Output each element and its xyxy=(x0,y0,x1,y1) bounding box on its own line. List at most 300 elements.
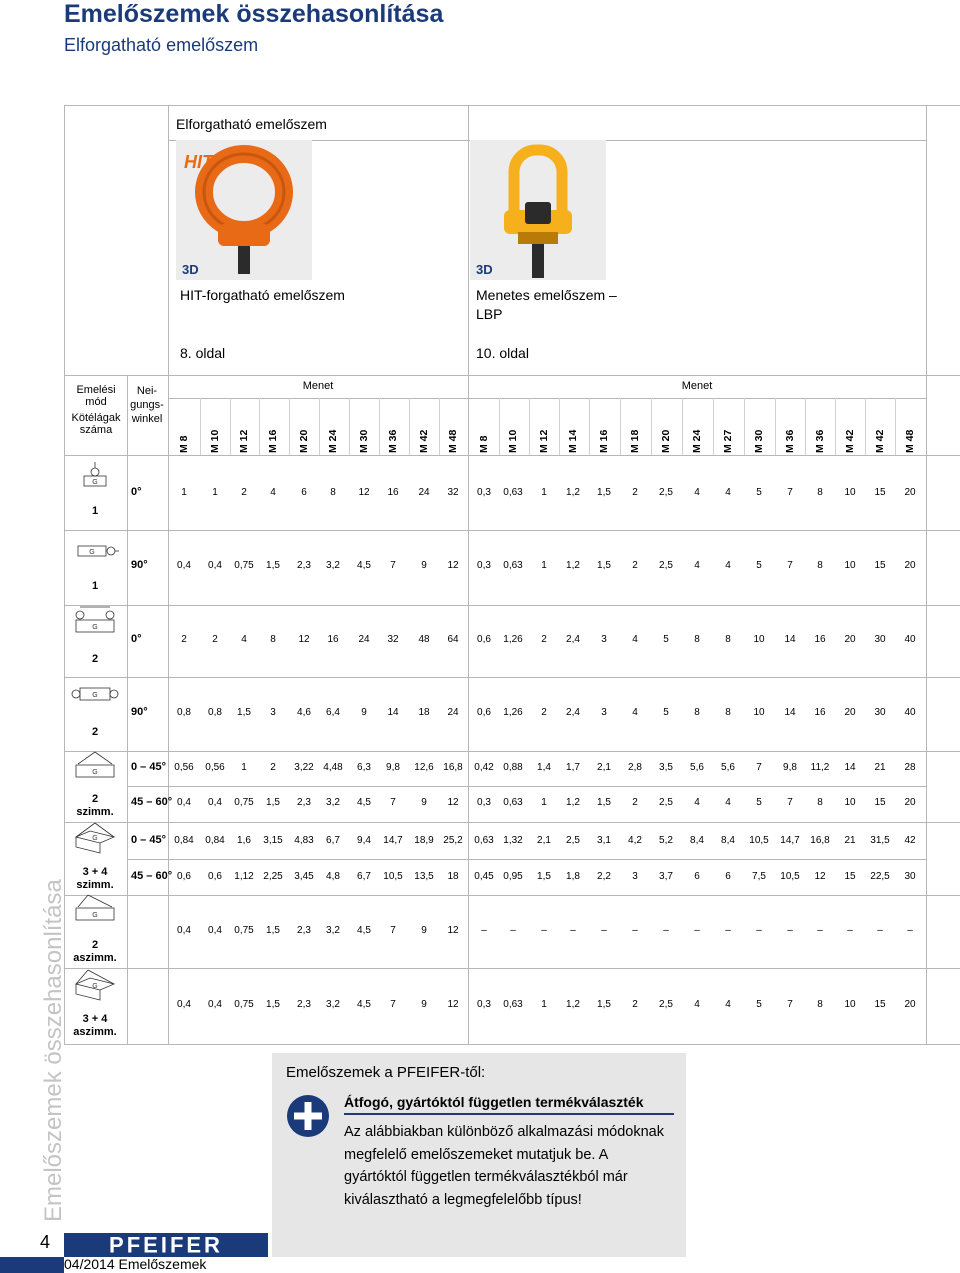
thread-size-label: M 30 xyxy=(753,429,765,453)
table-cell: 15 xyxy=(844,871,856,882)
row-label: 2 xyxy=(91,726,99,738)
table-cell: 4,83 xyxy=(294,835,314,846)
table-cell: 1,5 xyxy=(597,487,611,498)
table-cell: 7 xyxy=(390,999,396,1010)
table-cell: 7 xyxy=(787,797,793,808)
table-cell: 5 xyxy=(756,487,762,498)
row-angle: 0° xyxy=(131,486,142,498)
table-cell: 4 xyxy=(694,560,700,571)
table-cell: 10 xyxy=(844,560,856,571)
table-cell: 2,2 xyxy=(597,871,611,882)
table-cell: 22,5 xyxy=(870,871,890,882)
table-cell: 20 xyxy=(904,487,916,498)
table-cell: 10,5 xyxy=(780,871,800,882)
table-cell: 3 xyxy=(632,871,638,882)
row-label: 1 xyxy=(91,505,99,517)
row-divider xyxy=(64,677,960,678)
table-cell: 12 xyxy=(447,560,459,571)
divider-body xyxy=(64,455,960,456)
table-cell: 3,5 xyxy=(659,762,673,773)
product-name-hit: HIT-forgatható emelőszem xyxy=(180,287,345,303)
table-cell: 0,4 xyxy=(208,999,222,1010)
thread-size-label: M 36 xyxy=(814,429,826,453)
grid-col xyxy=(379,398,380,455)
table-cell: 3 xyxy=(601,707,607,718)
footer-bar xyxy=(0,1257,64,1273)
table-cell: 9 xyxy=(421,925,427,936)
table-cell: 30 xyxy=(874,634,886,645)
table-cell: 0,63 xyxy=(503,999,523,1010)
table-cell: 2,5 xyxy=(659,797,673,808)
table-cell: 4,2 xyxy=(628,835,642,846)
svg-text:G: G xyxy=(92,912,98,919)
pfeifer-logo xyxy=(64,1233,268,1257)
table-cell: – xyxy=(481,925,487,936)
table-cell: 8 xyxy=(817,560,823,571)
diagram-two-leg-symmetric xyxy=(70,750,120,784)
table-cell: 1,5 xyxy=(597,999,611,1010)
table-cell: 1,12 xyxy=(234,871,254,882)
thread-size-label: M 16 xyxy=(598,429,610,453)
table-cell: 16 xyxy=(387,487,399,498)
table-cell: 1,5 xyxy=(266,560,280,571)
table-cell: 3,1 xyxy=(597,835,611,846)
table-cell: 5,2 xyxy=(659,835,673,846)
row-angle: 0 – 45° xyxy=(131,761,166,773)
table-cell: 1,26 xyxy=(503,634,523,645)
table-cell: 2,1 xyxy=(597,762,611,773)
table-cell: 15 xyxy=(874,560,886,571)
table-cell: 4,5 xyxy=(357,797,371,808)
table-cell: 1,6 xyxy=(237,835,251,846)
table-cell: 14 xyxy=(844,762,856,773)
table-cell: 16,8 xyxy=(810,835,830,846)
table-cell: 12 xyxy=(447,999,459,1010)
table-cell: 3,22 xyxy=(294,762,314,773)
table-cell: 0,75 xyxy=(234,925,254,936)
table-cell: 2 xyxy=(541,707,547,718)
grid-col xyxy=(805,398,806,455)
table-cell: 14,7 xyxy=(780,835,800,846)
table-cell: 2 xyxy=(212,634,218,645)
table-cell: 2,5 xyxy=(659,560,673,571)
table-cell: 6,3 xyxy=(357,762,371,773)
table-cell: 10 xyxy=(753,634,765,645)
table-cell: 2,3 xyxy=(297,797,311,808)
table-cell: 5 xyxy=(756,999,762,1010)
grid-col xyxy=(289,398,290,455)
table-cell: 0,6 xyxy=(477,707,491,718)
table-cell: – xyxy=(756,925,762,936)
header-angle: Nei- gungs- winkel xyxy=(130,385,164,425)
table-cell: 7 xyxy=(390,925,396,936)
table-cell: 2,3 xyxy=(297,925,311,936)
table-cell: 30 xyxy=(904,871,916,882)
table-cell: 0,3 xyxy=(477,487,491,498)
info-headline: Átfogó, gyártóktól független termékválaszték xyxy=(344,1094,644,1110)
table-cell: 6 xyxy=(725,871,731,882)
table-cell: 15 xyxy=(874,999,886,1010)
table-cell: 12,6 xyxy=(414,762,434,773)
table-cell: 18 xyxy=(418,707,430,718)
table-cell: 1,26 xyxy=(503,707,523,718)
table-cell: 0,4 xyxy=(208,797,222,808)
table-cell: 8,4 xyxy=(690,835,704,846)
table-cell: – xyxy=(510,925,516,936)
table-cell: 12 xyxy=(447,797,459,808)
table-cell: 4 xyxy=(270,487,276,498)
table-cell: – xyxy=(570,925,576,936)
col-divider-end xyxy=(926,105,927,1045)
table-cell: – xyxy=(663,925,669,936)
thread-size-label: M 30 xyxy=(358,429,370,453)
thread-size-label: M 24 xyxy=(691,429,703,453)
table-cell: 1,8 xyxy=(566,871,580,882)
table-cell: 7 xyxy=(787,560,793,571)
table-cell: 4,5 xyxy=(357,925,371,936)
table-cell: 12 xyxy=(358,487,370,498)
grid-col xyxy=(529,398,530,455)
product-name-lbp: Menetes emelőszem – LBP xyxy=(476,287,617,322)
table-cell: 7,5 xyxy=(752,871,766,882)
table-cell: 3 xyxy=(270,707,276,718)
table-cell: 0,75 xyxy=(234,797,254,808)
row-label: 1 xyxy=(91,580,99,592)
page-subtitle: Elforgatható emelőszem xyxy=(64,35,259,55)
table-cell: 0,8 xyxy=(177,707,191,718)
table-cell: 0,4 xyxy=(177,560,191,571)
table-cell: 0,56 xyxy=(205,762,225,773)
table-cell: 24 xyxy=(447,707,459,718)
table-cell: 13,5 xyxy=(414,871,434,882)
table-cell: 15 xyxy=(874,797,886,808)
thread-size-label: M 42 xyxy=(844,429,856,453)
grid-col xyxy=(682,398,683,455)
table-cell: 20 xyxy=(904,797,916,808)
comparison-table xyxy=(64,105,960,1045)
info-divider xyxy=(344,1113,674,1115)
table-cell: 14 xyxy=(387,707,399,718)
table-cell: – xyxy=(877,925,883,936)
table-cell: 2 xyxy=(632,560,638,571)
table-cell: 4 xyxy=(632,707,638,718)
info-body: Az alábbiakban különböző alkalmazási módoknak megfelelő emelőszemeket mutatjuk be. A gyártóktól független termékválasztékból már kiválasztható a legmegfelelőbb típus! xyxy=(344,1124,664,1208)
table-cell: 10 xyxy=(844,999,856,1010)
table-cell: – xyxy=(601,925,607,936)
table-cell: 12 xyxy=(447,925,459,936)
table-cell: 0,4 xyxy=(177,925,191,936)
table-cell: 0,4 xyxy=(208,560,222,571)
thread-size-label: M 8 xyxy=(478,435,490,453)
table-cell: 1,32 xyxy=(503,835,523,846)
table-cell: 1,5 xyxy=(266,999,280,1010)
table-cell: 2,4 xyxy=(566,707,580,718)
table-cell: – xyxy=(694,925,700,936)
table-cell: 30 xyxy=(874,707,886,718)
page-number: 4 xyxy=(40,1232,51,1252)
row-label: 2 szimm. xyxy=(76,793,114,818)
grid-col xyxy=(775,398,776,455)
row-divider xyxy=(64,605,960,606)
table-cell: 1 xyxy=(541,487,547,498)
table-cell: 1,2 xyxy=(566,797,580,808)
col-divider-data xyxy=(168,105,169,1045)
row-label: 3 + 4 szimm. xyxy=(76,866,114,891)
divider-header xyxy=(64,375,960,376)
table-cell: 20 xyxy=(844,707,856,718)
table-cell: 4,48 xyxy=(323,762,343,773)
table-cell: – xyxy=(817,925,823,936)
table-cell: 1,2 xyxy=(566,487,580,498)
table-cell: 4 xyxy=(725,797,731,808)
table-cell: 1,4 xyxy=(537,762,551,773)
table-cell: 21 xyxy=(874,762,886,773)
table-cell: 0,42 xyxy=(474,762,494,773)
table-cell: 4 xyxy=(725,487,731,498)
row-angle: 90° xyxy=(131,706,148,718)
table-cell: 4,8 xyxy=(326,871,340,882)
table-cell: 12 xyxy=(814,871,826,882)
table-cell: 18 xyxy=(447,871,459,882)
table-cell: 3,45 xyxy=(294,871,314,882)
table-cell: 15 xyxy=(874,487,886,498)
table-cell: 0,6 xyxy=(177,871,191,882)
table-cell: 10 xyxy=(844,487,856,498)
row-angle: 90° xyxy=(131,559,148,571)
table-cell: 1,5 xyxy=(597,797,611,808)
table-cell: 0,45 xyxy=(474,871,494,882)
table-cell: 2,1 xyxy=(537,835,551,846)
table-cell: 10 xyxy=(753,707,765,718)
table-cell: 25,2 xyxy=(443,835,463,846)
page-title: Emelőszemek összehasonlítása xyxy=(64,0,444,28)
row-label: 3 + 4 aszimm. xyxy=(73,1013,117,1038)
table-cell: 10,5 xyxy=(749,835,769,846)
thread-size-label: M 12 xyxy=(238,429,250,453)
table-cell: 4 xyxy=(694,999,700,1010)
table-cell: 16 xyxy=(814,634,826,645)
grid-col xyxy=(589,398,590,455)
side-section-title: Emelőszemek összehasonlítása xyxy=(40,879,67,1222)
svg-text:G: G xyxy=(92,983,98,990)
model-3d-label: 3D xyxy=(476,262,493,277)
table-cell: 3,2 xyxy=(326,797,340,808)
table-cell: – xyxy=(847,925,853,936)
table-cell: 42 xyxy=(904,835,916,846)
table-cell: 20 xyxy=(844,634,856,645)
table-cell: 7 xyxy=(787,487,793,498)
table-cell: – xyxy=(541,925,547,936)
diagram-two-leg-asymmetric xyxy=(70,893,120,927)
svg-text:G: G xyxy=(92,624,98,631)
table-cell: 3,2 xyxy=(326,999,340,1010)
table-cell: 14,7 xyxy=(383,835,403,846)
table-cell: 5 xyxy=(663,634,669,645)
table-cell: 0,63 xyxy=(503,797,523,808)
table-cell: 0,75 xyxy=(234,560,254,571)
table-cell: 21 xyxy=(844,835,856,846)
table-cell: 2 xyxy=(632,487,638,498)
table-cell: 2,3 xyxy=(297,999,311,1010)
table-cell: 0,84 xyxy=(174,835,194,846)
thread-size-label: M 36 xyxy=(387,429,399,453)
table-cell: 6,7 xyxy=(357,871,371,882)
grid-col xyxy=(230,398,231,455)
table-cell: 2,3 xyxy=(297,560,311,571)
table-cell: 2,5 xyxy=(659,487,673,498)
table-cell: 24 xyxy=(418,487,430,498)
grid-col xyxy=(559,398,560,455)
diagram-single-side xyxy=(70,534,120,568)
table-cell: 2,25 xyxy=(263,871,283,882)
table-cell: – xyxy=(632,925,638,936)
table-cell: 5,6 xyxy=(690,762,704,773)
table-cell: 1,5 xyxy=(597,560,611,571)
table-cell: 4 xyxy=(725,560,731,571)
table-cell: 2,5 xyxy=(659,999,673,1010)
table-cell: 4 xyxy=(632,634,638,645)
diagram-two-leg-side xyxy=(70,678,120,712)
table-cell: 2 xyxy=(270,762,276,773)
thread-size-label: M 14 xyxy=(567,429,579,453)
table-cell: 1 xyxy=(541,999,547,1010)
hit-badge: HIT xyxy=(184,152,213,172)
table-cell: 16,8 xyxy=(443,762,463,773)
table-cell: 1 xyxy=(212,487,218,498)
table-cell: – xyxy=(907,925,913,936)
table-cell: 8 xyxy=(725,634,731,645)
table-cell: 8 xyxy=(817,999,823,1010)
diagram-single-vertical xyxy=(70,460,120,494)
grid-col xyxy=(439,398,440,455)
table-cell: 1 xyxy=(541,797,547,808)
frame-bottom xyxy=(64,1044,960,1045)
frame-top xyxy=(64,105,960,106)
table-cell: 20 xyxy=(904,560,916,571)
table-cell: 16 xyxy=(327,634,339,645)
table-cell: 9,8 xyxy=(783,762,797,773)
table-cell: 6 xyxy=(301,487,307,498)
col-divider-group xyxy=(468,105,469,1045)
table-cell: 2,4 xyxy=(566,634,580,645)
table-cell: 9 xyxy=(421,560,427,571)
table-cell: 0,6 xyxy=(208,871,222,882)
thread-size-label: M 8 xyxy=(178,435,190,453)
table-cell: 0,63 xyxy=(474,835,494,846)
diagram-multi-leg-asymmetric xyxy=(70,968,120,1002)
table-cell: 0,84 xyxy=(205,835,225,846)
table-cell: 3,15 xyxy=(263,835,283,846)
table-cell: 3 xyxy=(601,634,607,645)
table-cell: 1,5 xyxy=(266,797,280,808)
svg-text:G: G xyxy=(92,479,98,486)
subrow-divider xyxy=(127,786,926,787)
table-cell: 3,2 xyxy=(326,560,340,571)
product-image-hit xyxy=(176,140,312,280)
table-cell: 11,2 xyxy=(810,762,830,773)
table-cell: 4 xyxy=(725,999,731,1010)
row-angle: 0 – 45° xyxy=(131,834,166,846)
table-cell: 32 xyxy=(447,487,459,498)
grid-col xyxy=(895,398,896,455)
table-cell: 1 xyxy=(181,487,187,498)
table-cell: 4 xyxy=(694,487,700,498)
row-label: 2 xyxy=(91,653,99,665)
table-cell: 12 xyxy=(298,634,310,645)
grid-col xyxy=(744,398,745,455)
subrow-divider xyxy=(127,859,926,860)
thread-size-label: M 42 xyxy=(418,429,430,453)
grid-col xyxy=(259,398,260,455)
table-cell: 6 xyxy=(694,871,700,882)
table-cell: 2 xyxy=(181,634,187,645)
table-cell: 64 xyxy=(447,634,459,645)
grid-col xyxy=(319,398,320,455)
row-divider xyxy=(64,968,960,969)
table-cell: 2,8 xyxy=(628,762,642,773)
footer-text: 04/2014 Emelőszemek xyxy=(64,1256,207,1272)
info-title: Emelőszemek a PFEIFER-től: xyxy=(286,1064,486,1081)
table-cell: 0,56 xyxy=(174,762,194,773)
table-cell: 0,8 xyxy=(208,707,222,718)
table-cell: 7 xyxy=(787,999,793,1010)
table-cell: 2 xyxy=(241,487,247,498)
divider-thread xyxy=(168,398,926,399)
table-cell: 9 xyxy=(361,707,367,718)
table-cell: 0,88 xyxy=(503,762,523,773)
table-cell: 0,4 xyxy=(177,999,191,1010)
table-cell: 2 xyxy=(632,999,638,1010)
table-cell: 8 xyxy=(330,487,336,498)
diagram-two-leg-vertical xyxy=(70,605,120,639)
table-cell: 7 xyxy=(756,762,762,773)
thread-size-label: M 48 xyxy=(447,429,459,453)
table-cell: 8 xyxy=(725,707,731,718)
table-cell: 14 xyxy=(784,634,796,645)
table-cell: 31,5 xyxy=(870,835,890,846)
thread-size-label: M 20 xyxy=(298,429,310,453)
table-cell: 1,5 xyxy=(537,871,551,882)
thread-size-label: M 16 xyxy=(267,429,279,453)
table-cell: 4,6 xyxy=(297,707,311,718)
table-cell: 8 xyxy=(694,634,700,645)
header-thread-lbp: Menet xyxy=(681,380,713,392)
table-cell: 5 xyxy=(663,707,669,718)
product-page-hit: 8. oldal xyxy=(180,345,226,361)
row-angle: 45 – 60° xyxy=(131,870,173,882)
header-thread-hit: Menet xyxy=(302,380,334,392)
thread-size-label: M 42 xyxy=(874,429,886,453)
table-cell: 8 xyxy=(817,797,823,808)
grid-col xyxy=(409,398,410,455)
table-cell: 4,5 xyxy=(357,999,371,1010)
col-divider-angle xyxy=(127,375,128,1045)
svg-text:G: G xyxy=(89,549,95,556)
table-cell: 16 xyxy=(814,707,826,718)
table-cell: 7 xyxy=(390,797,396,808)
grid-col xyxy=(651,398,652,455)
row-divider xyxy=(64,895,960,896)
grid-col xyxy=(835,398,836,455)
header-legs-count: Kötélágak száma xyxy=(71,412,121,436)
diagram-multi-leg-symmetric xyxy=(70,821,120,855)
grid-col xyxy=(713,398,714,455)
thread-size-label: M 20 xyxy=(660,429,672,453)
table-cell: 9 xyxy=(421,999,427,1010)
table-cell: 10,5 xyxy=(383,871,403,882)
table-cell: 0,3 xyxy=(477,797,491,808)
thread-size-label: M 24 xyxy=(327,429,339,453)
